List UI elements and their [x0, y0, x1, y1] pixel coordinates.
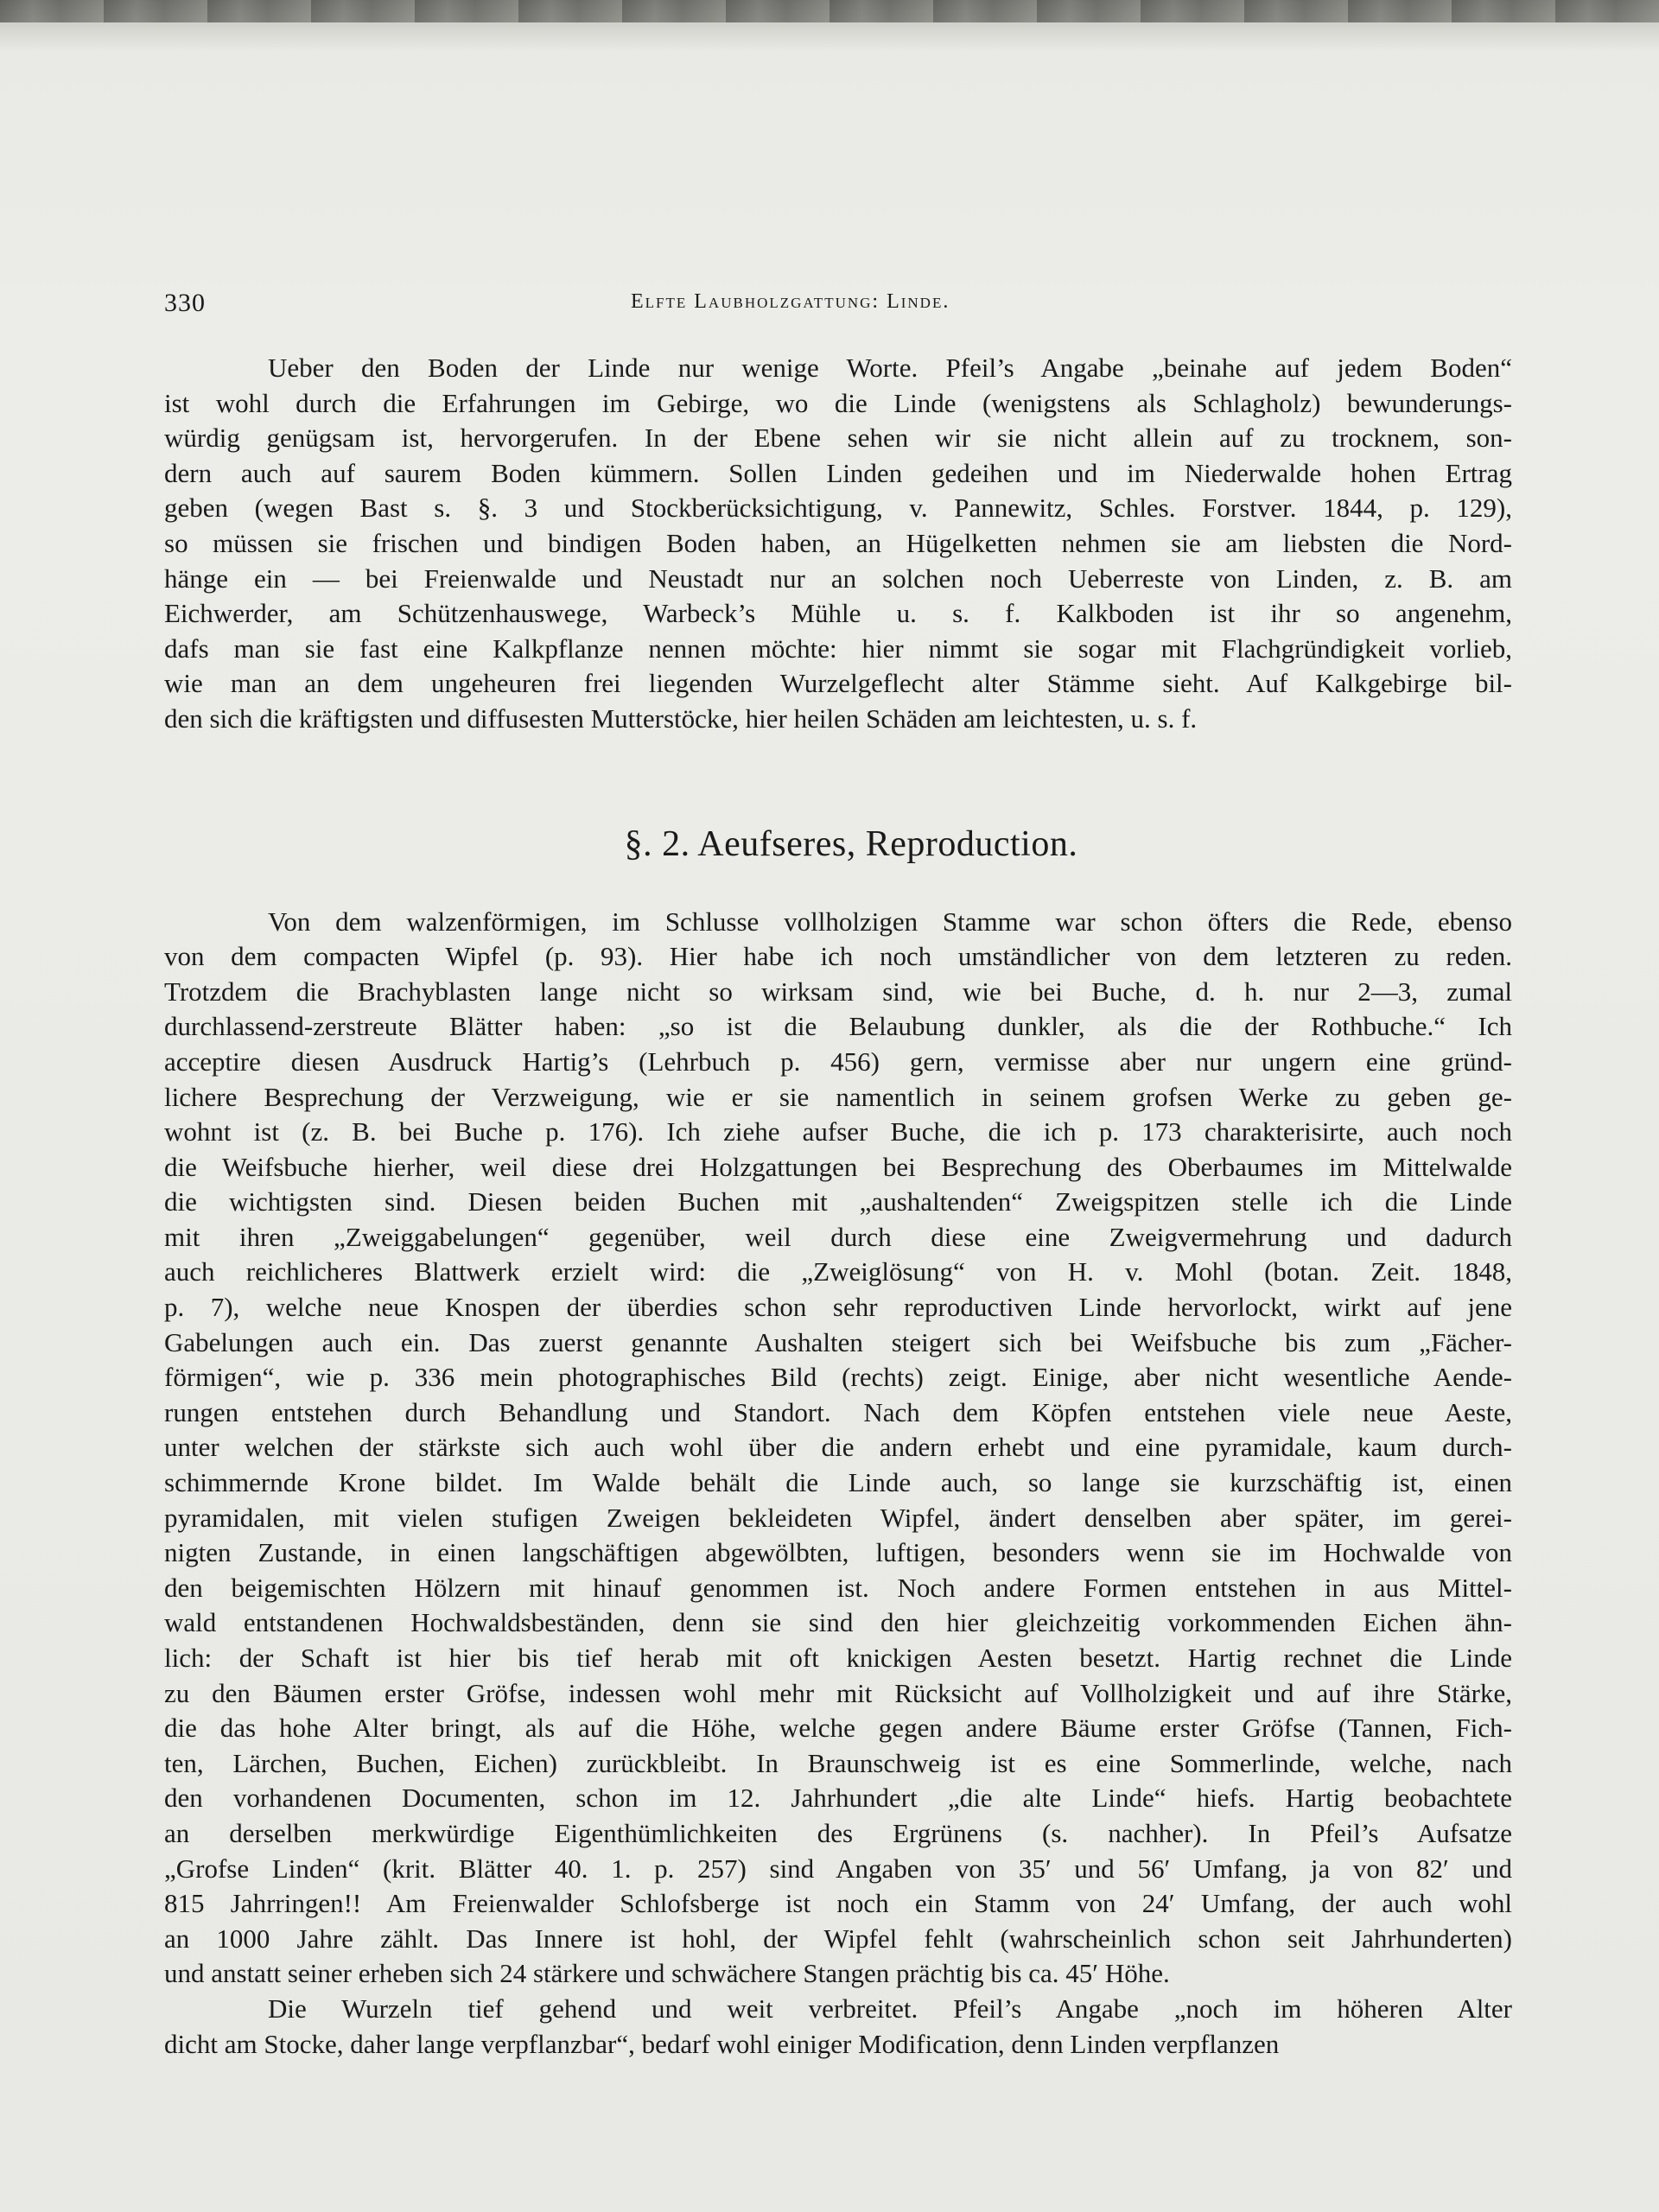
text-line: ten, Lärchen, Buchen, Eichen) zurückbleibt. In Braunschweig ist es eine Sommerlinde, welche, nach [164, 1747, 1512, 1778]
text-line: von dem compacten Wipfel (p. 93). Hier habe ich noch umständlicher von dem letzteren zu reden. [164, 941, 1512, 972]
text-line: lich: der Schaft ist hier bis tief herab mit oft knickigen Aesten besetzt. Hartig rechnet die Linde [164, 1643, 1512, 1673]
text-line: dicht am Stocke, daher lange verpflanzbar“, bedarf wohl einiger Modification, denn Linden verpflanzen [164, 2028, 1280, 2059]
paragraph-soil [164, 351, 1512, 737]
text-line: auch reichlicheres Blattwerk erzielt wird: die „Zweiglösung“ von H. v. Mohl (botan. Zeit. 1848, [164, 1256, 1512, 1287]
text-line: Die Wurzeln tief gehend und weit verbreitet. Pfeil’s Angabe „noch im höheren Alter [268, 1993, 1512, 2024]
text-line: Gabelungen auch ein. Das zuerst genannte Aushalten steigert sich bei Weifsbuche bis zum „Fächer- [164, 1326, 1512, 1357]
text-line: Trotzdem die Brachyblasten lange nicht so wirksam sind, wie bei Buche, d. h. nur 2—3, zumal [164, 976, 1512, 1007]
text-line: die das hohe Alter bringt, als auf die Höhe, welche gegen andere Bäume erster Gröfse (Tannen, Fich- [164, 1713, 1512, 1744]
text-line: nigten Zustande, in einen langschäftigen abgewölbten, luftigen, besonders wenn sie im Hochwalde von [164, 1537, 1512, 1568]
running-title: Elfte Laubholzgattung: Linde. [631, 290, 950, 313]
text-line: mit ihren „Zweiggabelungen“ gegenüber, weil durch diese eine Zweigvermehrung und dadurch [164, 1221, 1512, 1252]
book-page [164, 276, 1512, 2062]
text-line: an derselben merkwürdige Eigenthümlichkeiten des Ergrünens (s. nachher). In Pfeil’s Aufsatze [164, 1817, 1512, 1848]
text-line: den beigemischten Hölzern mit hinauf genommen ist. Noch andere Formen entstehen in aus Mittel- [164, 1572, 1512, 1603]
text-line: rungen entstehen durch Behandlung und Standort. Nach dem Köpfen entstehen viele neue Aeste, [164, 1396, 1512, 1427]
text-line: die Weifsbuche hierher, weil diese drei Holzgattungen bei Besprechung des Oberbaumes im Mittelwalde [164, 1151, 1512, 1182]
text-line: durchlassend-zerstreute Blätter haben: „so ist die Belaubung dunkler, als die der Rothbuche.“ Ich [164, 1011, 1512, 1042]
text-line: würdig genügsam ist, hervorgerufen. In der Ebene sehen wir sie nicht allein auf zu trocknem, son- [164, 423, 1512, 454]
text-line: lichere Besprechung der Verzweigung, wie er sie namentlich in seinem grofsen Werke zu geben ge- [164, 1081, 1512, 1112]
text-line: „Grofse Linden“ (krit. Blätter 40. 1. p. 257) sind Angaben von 35′ und 56′ Umfang, ja von 82′ und [164, 1853, 1512, 1884]
text-line: unter welchen der stärkste sich auch wohl über die andern erhebt und eine pyramidale, kaum durch- [164, 1432, 1512, 1463]
text-line: den sich die kräftigsten und diffusesten Mutterstöcke, hier heilen Schäden am leichtesten, u. s. f. [164, 702, 1198, 734]
section-heading: §. 2. Aeufseres, Reproduction. [624, 823, 1078, 864]
text-line: ist wohl durch die Erfahrungen im Gebirge, wo die Linde (wenigstens als Schlagholz) bewunderungs- [164, 387, 1512, 418]
page-top-edge-shadow [0, 0, 1659, 22]
text-line: zu den Bäumen erster Gröfse, indessen wohl mehr mit Rücksicht auf Vollholzigkeit und auf ihre Stärke, [164, 1677, 1512, 1708]
text-line: hänge ein — bei Freienwalde und Neustadt nur an solchen noch Ueberreste von Linden, z. B. am [164, 563, 1512, 594]
text-line: die wichtigsten sind. Diesen beiden Buchen mit „aushaltenden“ Zweigspitzen stelle ich die Linde [164, 1186, 1512, 1217]
text-line: den vorhandenen Documenten, schon im 12. Jahrhundert „die alte Linde“ hiefs. Hartig beobachtete [164, 1783, 1512, 1814]
text-line: förmigen“, wie p. 336 mein photographisches Bild (rechts) zeigt. Einige, aber nicht wesentliche Aende- [164, 1362, 1512, 1393]
running-head [164, 276, 1512, 328]
text-line: acceptire diesen Ausdruck Hartig’s (Lehrbuch p. 456) gern, vermisse aber nur ungern eine gründ- [164, 1046, 1512, 1077]
text-line: wie man an dem ungeheuren frei liegenden Wurzelgeflecht alter Stämme sieht. Auf Kalkgebirge bil- [164, 668, 1512, 699]
text-line: wohnt ist (z. B. bei Buche p. 176). Ich ziehe aufser Buche, die ich p. 173 charakterisirte, auch noch [164, 1116, 1512, 1147]
text-line: Ueber den Boden der Linde nur wenige Worte. Pfeil’s Angabe „beinahe auf jedem Boden“ [268, 353, 1512, 383]
text-line: p. 7), welche neue Knospen der überdies schon sehr reproductiven Linde hervorlockt, wirkt auf jene [164, 1292, 1512, 1323]
text-line: dafs man sie fast eine Kalkpflanze nennen möchte: hier nimmt sie sogar mit Flachgründigkeit vorlieb, [164, 632, 1512, 664]
text-line: an 1000 Jahre zählt. Das Innere ist hohl, der Wipfel fehlt (wahrscheinlich schon seit Jahrhunderten) [164, 1923, 1512, 1954]
text-line: 815 Jahrringen!! Am Freienwalder Schlofsberge ist noch ein Stamm von 24′ Umfang, der auch wohl [164, 1888, 1512, 1919]
text-line: wald entstandenen Hochwaldsbeständen, denn sie sind den hier gleichzeitig vorkommenden Eichen ähn- [164, 1607, 1512, 1638]
text-line: so müssen sie frischen und bindigen Boden haben, an Hügelketten nehmen sie am liebsten die Nord- [164, 527, 1512, 558]
text-line: schimmernde Krone bildet. Im Walde behält die Linde auch, so lange sie kurzschäftig ist, einen [164, 1467, 1512, 1498]
paragraph-roots [164, 1992, 1512, 2062]
text-line: pyramidalen, mit vielen stufigen Zweigen bekleideten Wipfel, ändert denselben aber später, im gerei- [164, 1502, 1512, 1533]
text-line: geben (wegen Bast s. §. 3 und Stockberücksichtigung, v. Pannewitz, Schles. Forstver. 1844, p. 129), [164, 493, 1512, 524]
text-line: Eichwerder, am Schützenhauswege, Warbeck’s Mühle u. s. f. Kalkboden ist ihr so angenehm, [164, 598, 1512, 629]
text-line: und anstatt seiner erheben sich 24 stärkere und schwächere Stangen prächtig bis ca. 45′ Höhe. [164, 1958, 1170, 1989]
text-line: Von dem walzenförmigen, im Schlusse vollholzigen Stamme war schon öfters die Rede, ebenso [268, 906, 1512, 937]
page-number: 330 [164, 289, 206, 317]
text-line: dern auch auf saurem Boden kümmern. Sollen Linden gedeihen und im Niederwalde hohen Ertrag [164, 457, 1512, 488]
paragraph-exterior [164, 905, 1512, 1992]
